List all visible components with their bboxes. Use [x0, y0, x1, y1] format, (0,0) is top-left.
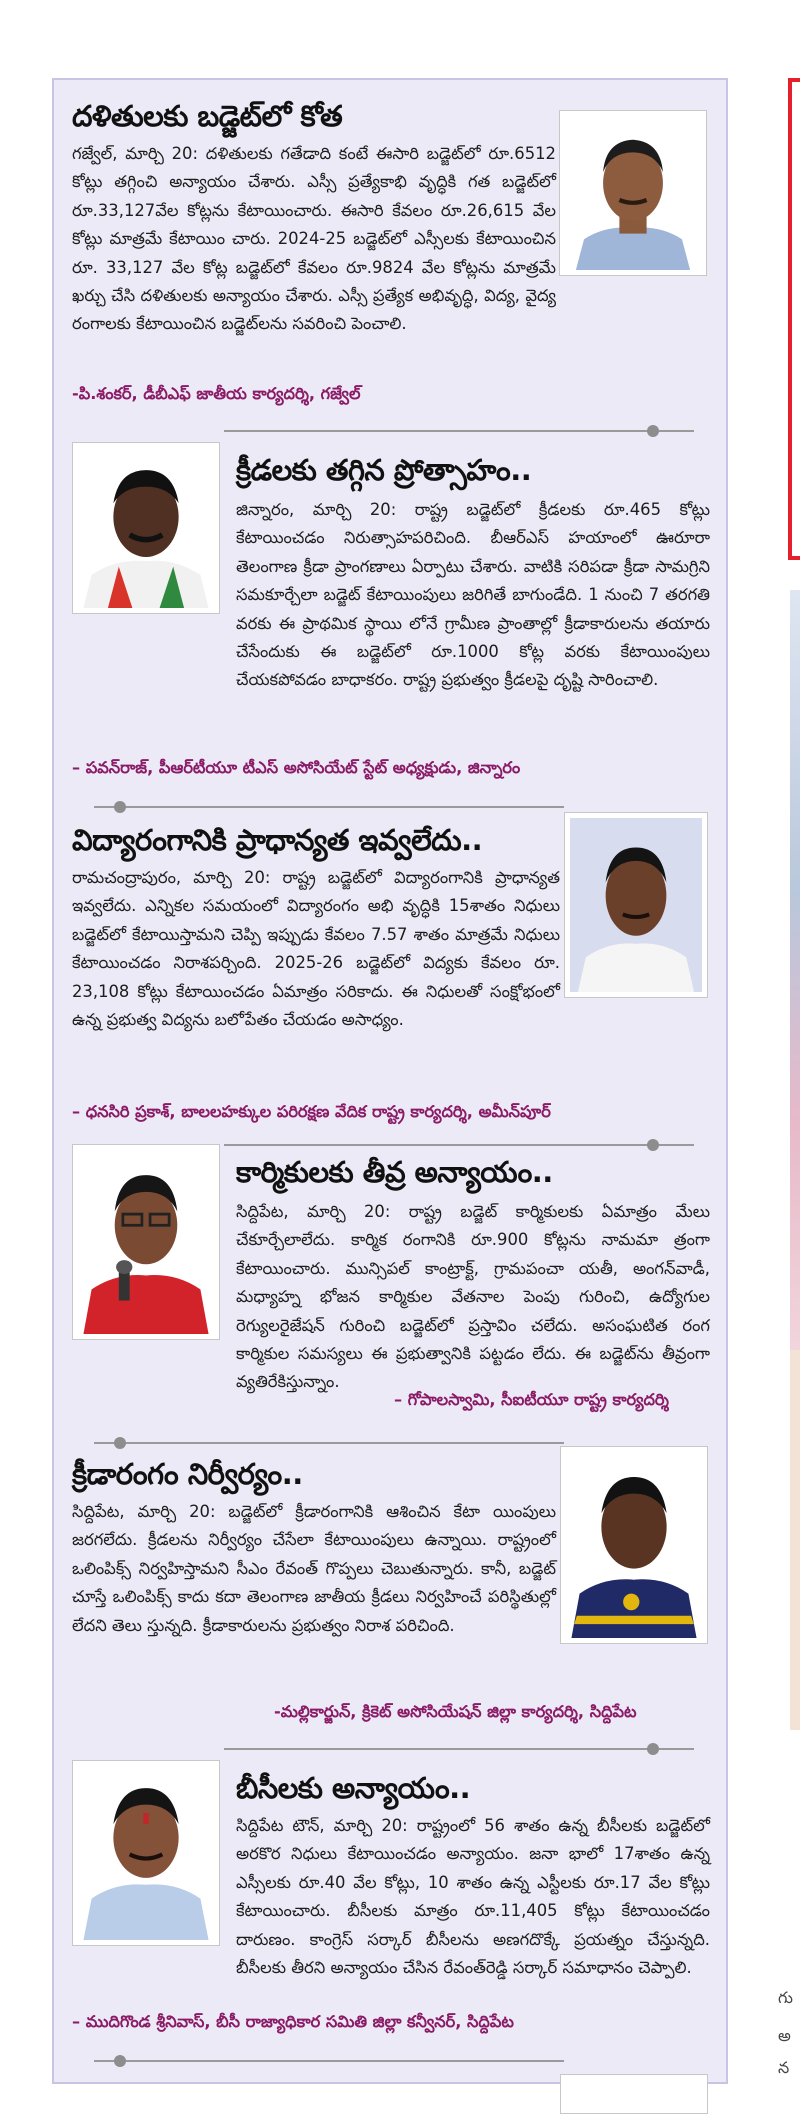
adjacent-ad-border: [788, 78, 800, 560]
portrait-photo: [560, 1446, 708, 1644]
separator-dot: [114, 801, 126, 813]
adjacent-text-3: న: [778, 2058, 790, 2077]
article-headline: క్రీడారంగం నిర్వీర్యం..: [72, 1457, 303, 1491]
article-headline: విద్యారంగానికి ప్రాధాన్యత ఇవ్వలేదు..: [72, 823, 483, 857]
portrait-photo: [72, 1760, 220, 1946]
article-signature: – గోపాలస్వామి, సీఐటీయూ రాష్ట్ర కార్యదర్శి: [394, 1390, 669, 1409]
adjacent-photo-strip-2: [790, 1350, 800, 1730]
adjacent-photo-strip: [790, 590, 800, 1350]
separator-dot: [647, 425, 659, 437]
separator-dot: [647, 1139, 659, 1151]
article-signature: -పి.శంకర్‌, డీబీఎఫ్‌ జాతీయ కార్యదర్శి, గజ్వేల్‌: [72, 384, 361, 403]
next-portrait-photo-cropped: [560, 2074, 708, 2114]
separator-line: [224, 1144, 694, 1146]
portrait-photo: [72, 1144, 220, 1340]
article-headline: బీసీలకు అన్యాయం..: [236, 1771, 471, 1805]
article-headline: కార్మికులకు తీవ్ర అన్యాయం..: [236, 1155, 553, 1189]
article-signature: -మల్లికార్జున్‌, క్రికెట్‌ అసోసియేషన్‌ జిల్లా కార్యదర్శి, సిద్దిపేట: [274, 1702, 637, 1721]
article-body: సిద్దిపేట టౌన్‌, మార్చి 20: రాష్ట్రంలో 56 శాతం ఉన్న బీసీలకు బడ్జెట్‌లో అరకొర నిధులు కేటాయించడం అన్యాయం. జనా భాలో 17శాతం ఉన్న ఎస్సీలకు రూ.40 వేల కోట్లు, 10 శాతం ఉన్న ఎస్టీలకు రూ.17 వేల కోట్లు కేటాయించారు. బీసీలకు మాత్రం రూ.11,405 కోట్లు కేటాయించడం దారుణం. కాంగ్రెస్‌ సర్కార్‌ బీసీలను అణగదొక్కే ప్రయత్నం చేస్తున్నది. బీసీలకు తీరని అన్యాయం చేసిన రేవంత్‌రెడ్డి సర్కార్‌ సమాధానం చెప్పాలి.: [236, 1816, 710, 1978]
article-body: సిద్దిపేట, మార్చి 20: బడ్జెట్‌లో క్రీడారంగానికి ఆశించిన కేటా యింపులు జరగలేదు. క్రీడలను నిర్వీర్యం చేసేలా కేటాయింపులు ఉన్నాయి. రాష్ట్రంలో ఒలింపిక్స్‌ నిర్వహిస్తామని సీఎం రేవంత్‌ గొప్పలు చెబుతున్నారు. కానీ, బడ్జెట్‌ చూస్తే ఒలింపిక్స్‌ కాదు కదా తెలంగాణ జాతీయ క్రీడలు నిర్వహించే పరిస్థితుల్లో లేదని తెలు స్తున్నది. క్రీడాకారులను ప్రభుత్వం నిరాశ పరిచింది.: [72, 1502, 556, 1635]
article-body: గజ్వేల్‌, మార్చి 20: దళితులకు గతేడాది కంటే ఈసారి బడ్జెట్‌లో రూ.6512 కోట్లు తగ్గించి అన్యాయం చేశారు. ఎస్సీ ప్రత్యేకాభి వృద్ధికి గత బడ్జెట్‌లో రూ.33,127వేల కోట్లను కేటాయించారు. ఈసారి కేవలం రూ.26,615 వేల కోట్లు మాత్రమే కేటాయిం చారు. 2024-25 బడ్జెట్‌లో ఎస్సీలకు కేటాయించిన రూ. 33,127 వేల కోట్ల బడ్జెట్‌లో కేవలం రూ.9824 వేల కోట్లను మాత్రమే ఖర్చు చేసి దళితులకు అన్యాయం చేశారు. ఎస్సీ ప్రత్యేక అభివృద్ధి, విద్య, వైద్య రంగాలకు కేటాయించిన బడ్జెట్‌లను సవరించి పెంచాలి.: [72, 144, 556, 334]
budget-reactions-panel: [52, 78, 728, 2084]
separator-dot: [114, 1437, 126, 1449]
article-headline: దళితులకు బడ్జెట్‌లో కోత: [72, 99, 343, 133]
article-headline: క్రీడలకు తగ్గిన ప్రోత్సాహం..: [236, 453, 532, 487]
separator-line: [224, 1748, 694, 1750]
article-body: రామచంద్రాపురం, మార్చి 20: రాష్ట్ర బడ్జెట్‌లో విద్యారంగానికి ప్రాధాన్యత ఇవ్వలేదు. ఎన్నికల సమయంలో విద్యారంగం అభి వృద్ధికి 15శాతం నిధులు బడ్జెట్‌లో కేటాయిస్తామని చెప్పి ఇప్పుడు కేవలం 7.57 శాతం మాత్రమే నిధులు కేటాయించడం నిరాశపర్చింది. 2025-26 బడ్జెట్‌లో విద్యకు కేవలం రూ. 23,108 కోట్లు కేటాయించడం ఏమాత్రం సరికాదు. ఈ నిధులతో సంక్షోభంలో ఉన్న ప్రభుత్వ విద్యను బలోపేతం చేయడం అసాధ్యం.: [72, 868, 560, 1030]
article-signature: – ముదిగొండ శ్రీనివాస్‌, బీసీ రాజ్యాధికార సమితి జిల్లా కన్వీనర్‌, సిద్దిపేట: [72, 2012, 514, 2031]
separator-line: [94, 2060, 564, 2062]
article-body: జిన్నారం, మార్చి 20: రాష్ట్ర బడ్జెట్‌లో క్రీడలకు రూ.465 కోట్లు కేటాయించడం నిరుత్సాహపరిచింది. బీఆర్‌ఎస్‌ హయాంలో ఊరూరా తెలంగాణ క్రీడా ప్రాంగణాలు ఏర్పాటు చేశారు. వాటికి సరిపడా క్రీడా సామగ్రిని సమకూర్చేలా బడ్జెట్‌ కేటాయింపులు జరిగితే బాగుండేది. 1 నుంచి 7 తరగతి వరకు ఈ ప్రాథమిక స్థాయి లోనే గ్రామీణ ప్రాంతాల్లో క్రీడాకారులను తయారు చేసేందుకు ఈ బడ్జెట్‌లో రూ.1000 కోట్ల వరకు కేటాయింపులు చేయకపోవడం బాధాకరం. రాష్ట్ర ప్రభుత్వం క్రీడలపై దృష్టి సారించాలి.: [236, 500, 710, 690]
separator-dot: [114, 2055, 126, 2067]
adjacent-text-2: అ: [778, 2026, 791, 2045]
separator-line: [94, 1442, 564, 1444]
separator-dot: [647, 1743, 659, 1755]
separator-line: [224, 430, 694, 432]
portrait-photo: [559, 110, 707, 276]
article-signature: – ధనసిరి ప్రకాశ్‌, బాలలహక్కుల పరిరక్షణ వేదిక రాష్ట్ర కార్యదర్శి, అమీన్‌పూర్‌: [72, 1102, 551, 1121]
article-signature: – పవన్‌రాజ్‌, పీఆర్‌టీయూ టీఎస్‌ అసోసియేట్‌ స్టేట్‌ అధ్యక్షుడు, జిన్నారం: [72, 758, 521, 777]
article-body: సిద్దిపేట, మార్చి 20: రాష్ట్ర బడ్జెట్‌ కార్మికులకు ఏమాత్రం మేలు చేకూర్చేలాలేదు. కార్మిక రంగానికి రూ.900 కోట్లను నామమా త్రంగా కేటాయించారు. మున్సిపల్‌ కాంట్రాక్ట్‌, గ్రామపంచా యతీ, అంగన్‌వాడీ, మధ్యాహ్న భోజన కార్మికుల వేతనాల పెంపు గురించి, ఉద్యోగుల రెగ్యులరైజేషన్‌ గురించి బడ్జెట్‌లో ప్రస్తావిం చలేదు. అసంఘటిత రంగ కార్మికుల సమస్యలు ఈ ప్రభుత్వానికి పట్టడం లేదు. ఈ బడ్జెట్‌ను తీవ్రంగా వ్యతిరేకిస్తున్నాం.: [236, 1202, 710, 1392]
adjacent-text-1: గు: [778, 1988, 793, 2007]
portrait-photo: [72, 442, 220, 614]
separator-line: [94, 806, 564, 808]
portrait-photo: [564, 812, 708, 998]
